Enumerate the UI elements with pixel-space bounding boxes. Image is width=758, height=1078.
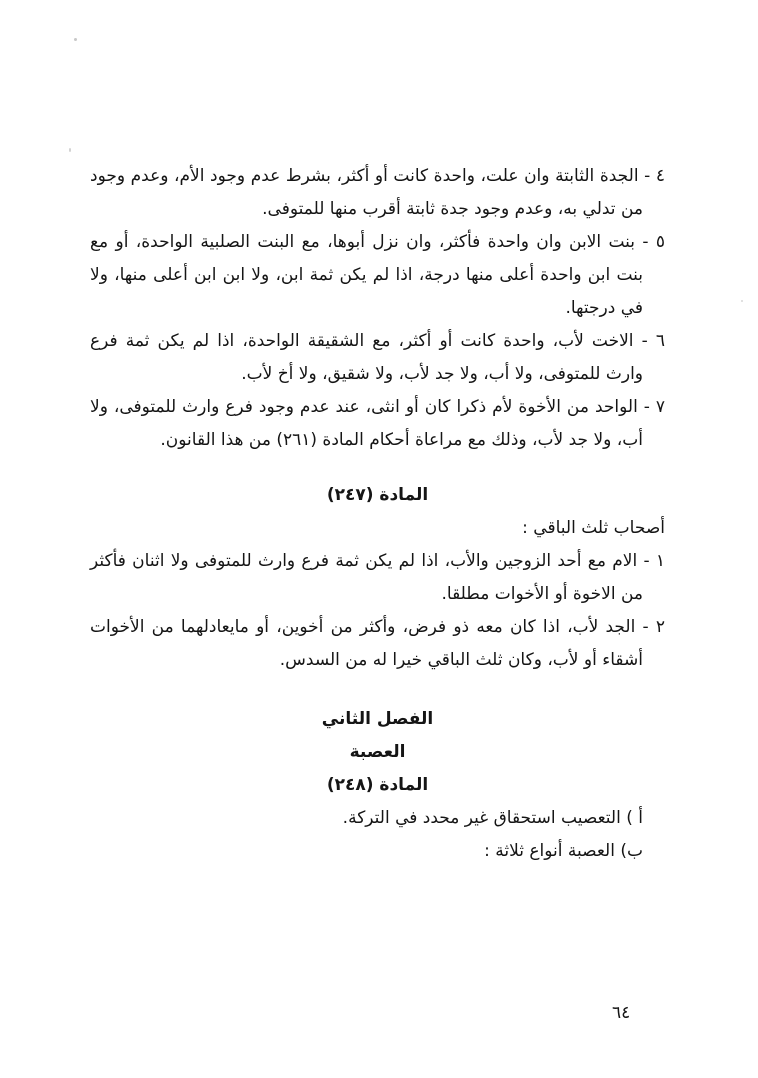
- scan-speck: [741, 300, 743, 302]
- list-item-5: ٥ - بنت الابن وان واحدة فأكثر، وان نزل أبوها، مع البنت الصلبية الواحدة، أو مع بنت ابن واحدة أعلى منها درجة، اذا لم يكن ثمة ابن، ولا ابن ابن أعلى منها، ولا في درجتها.: [90, 232, 665, 318]
- list-item-7: ٧ - الواحد من الأخوة لأم ذكرا كان أو انثى، عند عدم وجود فرع وارث للمتوفى، ولا أب، ولا جد لأب، وذلك مع مراعاة أحكام المادة (٢٦١) من هذا القانون.: [90, 397, 665, 450]
- list-item-4: ٤ - الجدة الثابتة وان علت، واحدة كانت أو أكثر، بشرط عدم وجود الأم، وعدم وجود من تدلي به، وعدم وجود جدة ثابتة أقرب منها للمتوفى.: [90, 166, 665, 219]
- article-248-item-a: أ ) التعصيب استحقاق غير محدد في التركة.: [342, 808, 643, 828]
- article-248-item-b: ب) العصبة أنواع ثلاثة :: [484, 841, 643, 861]
- scan-speck: [69, 148, 71, 152]
- chapter-subtitle: العصبة: [349, 742, 406, 762]
- article-247-item-1: ١ - الام مع أحد الزوجين والأب، اذا لم يكن ثمة فرع وارث للمتوفى ولا اثنان فأكثر من الاخوة أو الأخوات مطلقا.: [90, 551, 665, 604]
- page-content: [90, 160, 665, 868]
- article-247-heading: المادة (٢٤٧): [326, 485, 429, 505]
- scan-speck: [74, 38, 77, 41]
- page-number: ٦٤: [612, 1003, 631, 1023]
- chapter-title: الفصل الثاني: [321, 709, 434, 729]
- article-247-intro: أصحاب ثلث الباقي :: [522, 518, 665, 538]
- list-item-6: ٦ - الاخت لأب، واحدة كانت أو أكثر، مع الشقيقة الواحدة، اذا لم يكن ثمة فرع وارث للمتوفى، ولا أب، ولا جد لأب، ولا شقيق، ولا أخ لأب.: [90, 331, 665, 384]
- article-247-item-2: ٢ - الجد لأب، اذا كان معه ذو فرض، وأكثر من أخوين، أو مايعادلهما من الأخوات أشقاء أو لأب، وكان ثلث الباقي خيرا له من السدس.: [90, 617, 665, 670]
- article-248-heading: المادة (٢٤٨): [326, 775, 429, 795]
